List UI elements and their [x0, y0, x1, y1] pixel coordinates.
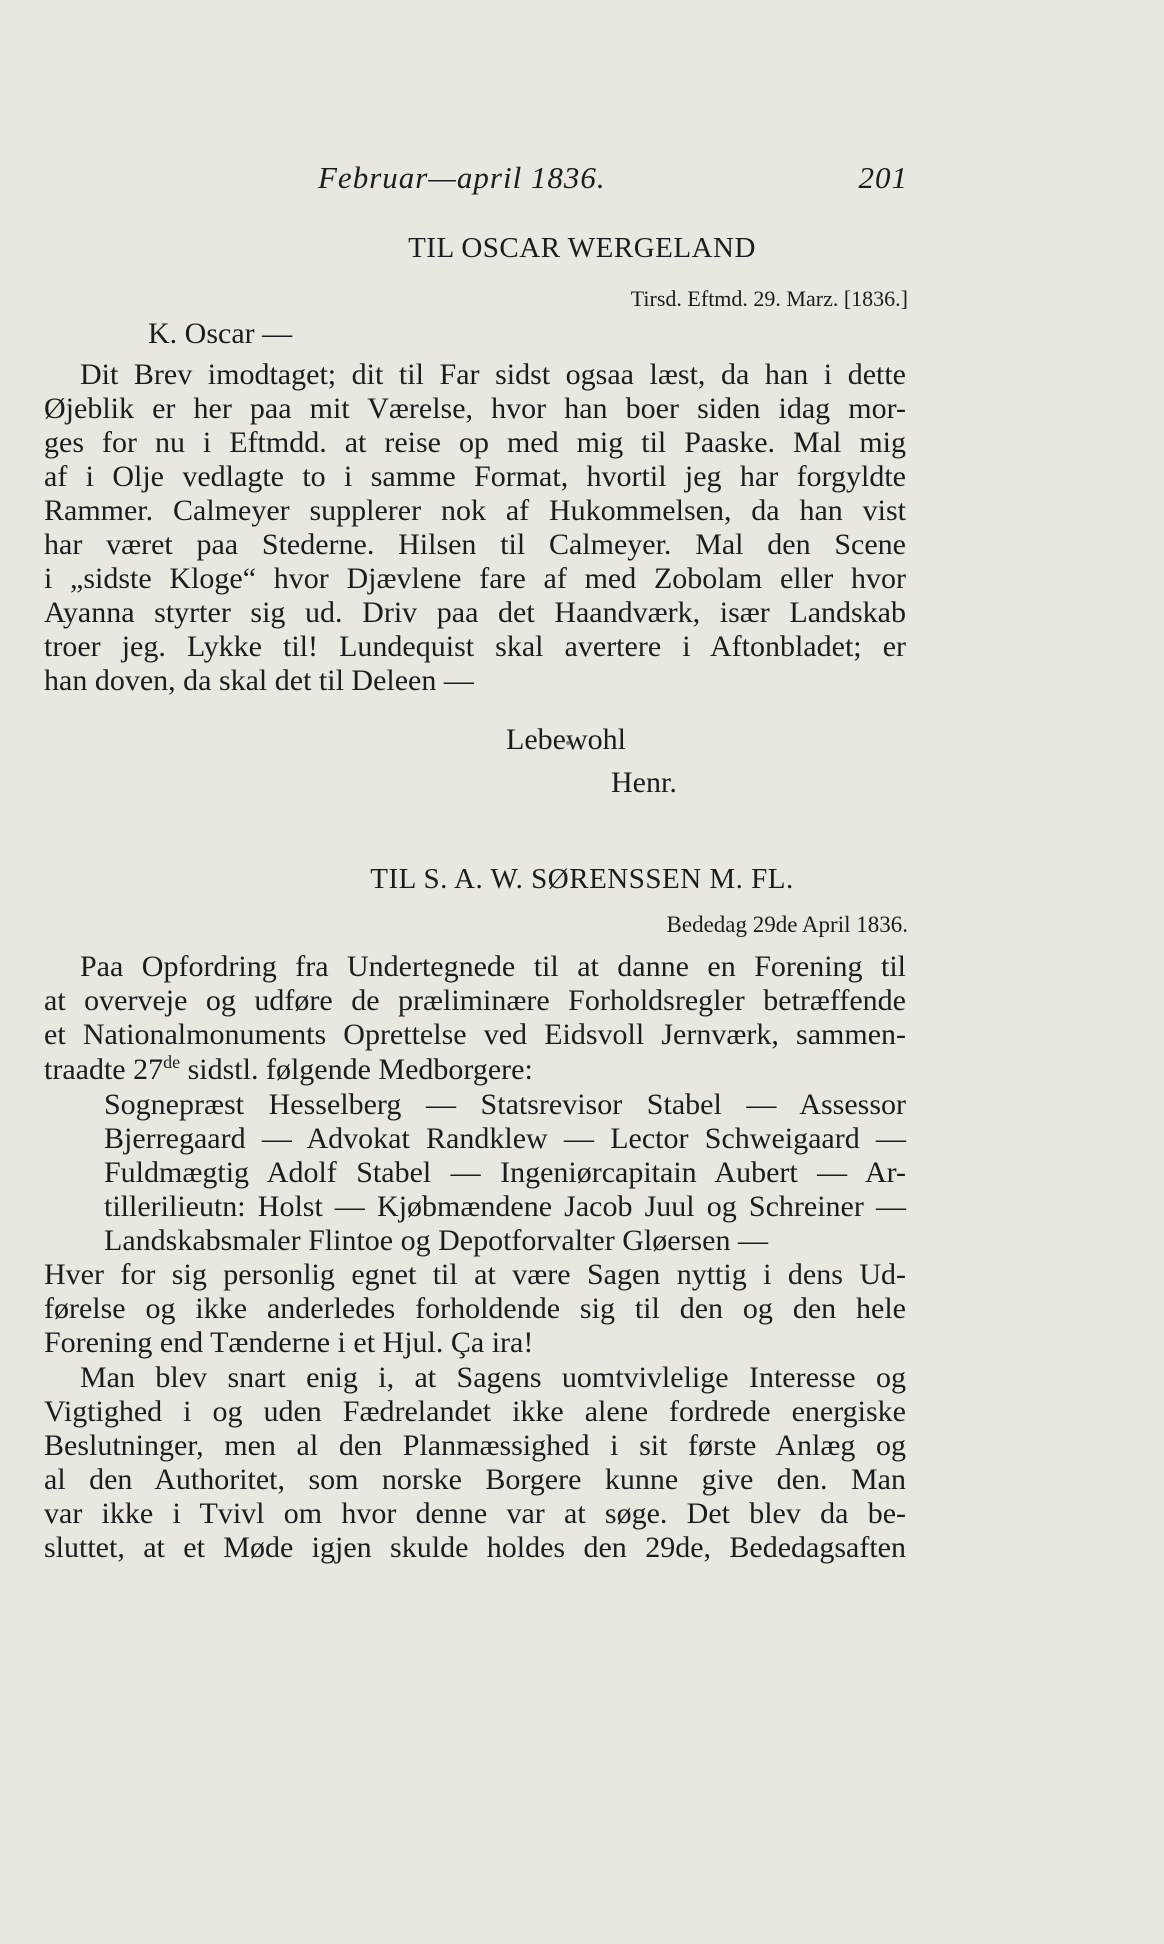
- letter2-line: var ikke i Tvivl om hvor denne var at søge. Det blev da be-: [44, 1497, 906, 1530]
- letter2-line: Hver for sig personlig egnet til at være Sagen nyttig i dens Ud-: [44, 1258, 906, 1291]
- letter1-salutation: K. Oscar —: [148, 317, 293, 350]
- letter2-line: Man blev snart enig i, at Sagens uomtvivlelige Interesse og: [80, 1361, 906, 1394]
- letter1-closing: Lebewohl: [506, 723, 626, 756]
- page-number: 201: [858, 160, 908, 195]
- letter2-line: sluttet, at et Møde igjen skulde holdes den 29de, Bededagsaften: [44, 1531, 906, 1564]
- letter1-line: i „sidste Kloge“ hvor Djævlene fare af med Zobolam eller hvor: [44, 562, 906, 595]
- superscript: de: [163, 1052, 181, 1072]
- name-list-line: Fuldmægtig Adolf Stabel — Ingeniørcapitain Aubert — Ar-: [104, 1156, 906, 1189]
- letter2-dateline: Bededag 29de April 1836.: [666, 912, 908, 937]
- letter1-line: Øjeblik er her paa mit Værelse, hvor han boer siden idag mor-: [44, 392, 906, 425]
- letter2-line: et Nationalmonuments Oprettelse ved Eidsvoll Jernværk, sammen-: [44, 1018, 906, 1051]
- name-list-line: Landskabsmaler Flintoe og Depotforvalter Gløersen —: [104, 1224, 768, 1257]
- letter1-line: troer jeg. Lykke til! Lundequist skal avertere i Aftonbladet; er: [44, 630, 906, 663]
- name-list-line: tillerilieutn: Holst — Kjøbmændene Jacob Juul og Schreiner —: [104, 1190, 906, 1223]
- letter1-line: Dit Brev imodtaget; dit til Far sidst ogsaa læst, da han i dette: [80, 358, 906, 391]
- name-list-line: Sognepræst Hesselberg — Statsrevisor Stabel — Assessor: [104, 1088, 906, 1121]
- text-fragment: traadte 27: [44, 1053, 164, 1086]
- letter1-line: Rammer. Calmeyer supplerer nok af Hukommelsen, da han vist: [44, 494, 906, 527]
- letter2-line: Beslutninger, men al den Planmæssighed i sit første Anlæg og: [44, 1429, 906, 1462]
- name-list-line: Bjerregaard — Advokat Randklew — Lector Schweigaard —: [104, 1122, 906, 1155]
- letter2-line: al den Authoritet, som norske Borgere kunne give den. Man: [44, 1463, 906, 1496]
- letter1-line: han doven, da skal det til Deleen —: [44, 664, 474, 697]
- letter1-line: ges for nu i Eftmdd. at reise op med mig til Paaske. Mal mig: [44, 426, 906, 459]
- letter1-line: af i Olje vedlagte to i samme Format, hvortil jeg har forgyldte: [44, 460, 906, 493]
- letter1-dateline: Tirsd. Eftmd. 29. Marz. [1836.]: [630, 286, 908, 311]
- running-head-title: Februar—april 1836.: [318, 160, 606, 195]
- letter1-signature: Henr.: [611, 766, 677, 799]
- letter2-line: [44, 1052, 533, 1087]
- letter2-heading: TIL S. A. W. SØRENSSEN M. FL.: [370, 863, 794, 895]
- letter2-line: Vigtighed i og uden Fædrelandet ikke alene fordrede energiske: [44, 1395, 906, 1428]
- letter1-heading: TIL OSCAR WERGELAND: [408, 232, 756, 264]
- letter2-line: førelse og ikke anderledes forholdende sig til den og den hele: [44, 1292, 906, 1325]
- letter2-line: Paa Opfordring fra Undertegnede til at danne en Forening til: [80, 950, 906, 983]
- text-fragment: sidstl. følgende Medborgere:: [180, 1053, 533, 1086]
- letter2-line: at overveje og udføre de præliminære Forholdsregler betræffende: [44, 984, 906, 1017]
- letter1-line: har været paa Stederne. Hilsen til Calmeyer. Mal den Scene: [44, 528, 906, 561]
- letter1-line: Ayanna styrter sig ud. Driv paa det Haandværk, især Landskab: [44, 596, 906, 629]
- letter2-line: Forening end Tænderne i et Hjul. Ça ira!: [44, 1326, 534, 1359]
- running-head: [318, 160, 908, 204]
